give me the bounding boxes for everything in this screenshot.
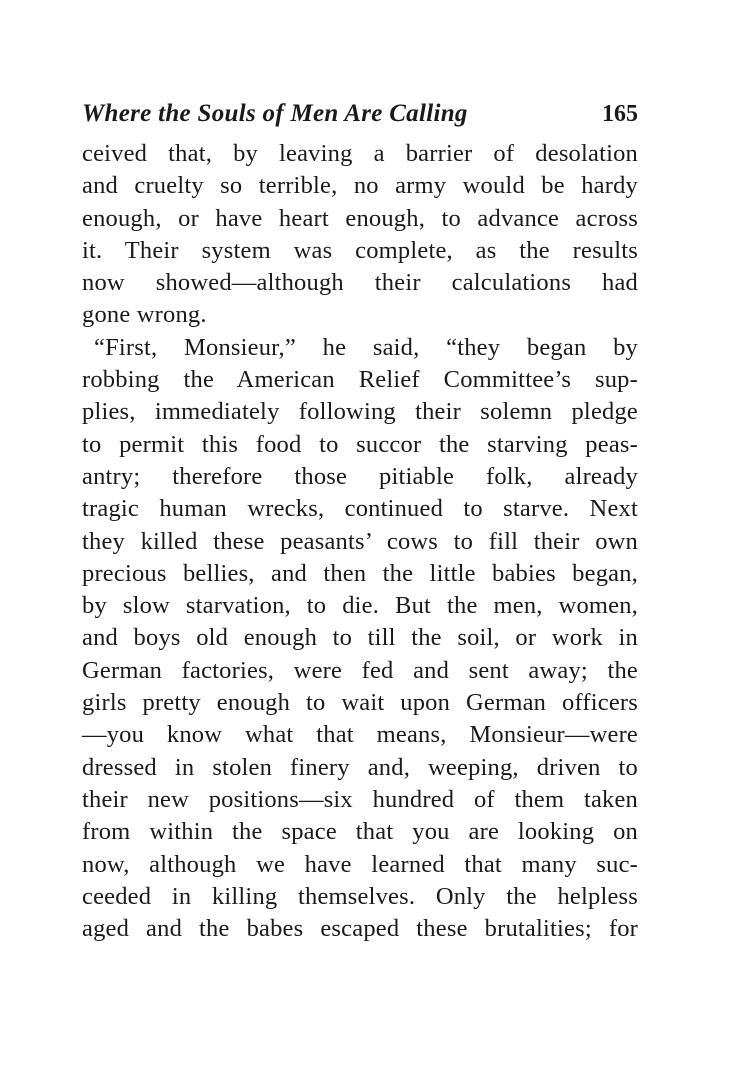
page-body-text — [82, 138, 638, 945]
text-line: and cruelty so terrible, no army would be hardy — [82, 172, 638, 200]
text-line: by slow starvation, to die. But the men, women, — [82, 592, 638, 620]
text-line: German factories, were fed and sent away; the — [82, 656, 638, 684]
text-line: ceeded in killing themselves. Only the helpless — [82, 882, 638, 910]
text-line: to permit this food to succor the starving peas- — [82, 430, 638, 458]
text-line: their new positions—six hundred of them taken — [82, 785, 638, 813]
text-line: aged and the babes escaped these brutalities; for — [82, 915, 638, 943]
text-line: tragic human wrecks, continued to starve. Next — [82, 495, 638, 523]
text-line: gone wrong. — [82, 301, 207, 329]
text-line: “First, Monsieur,” he said, “they began by — [94, 333, 638, 361]
page-number: 165 — [602, 101, 638, 127]
text-line: —you know what that means, Monsieur—were — [82, 721, 638, 749]
text-line: and boys old enough to till the soil, or work in — [82, 624, 638, 652]
running-title: Where the Souls of Men Are Calling — [82, 100, 468, 127]
text-line: ceived that, by leaving a barrier of desolation — [82, 140, 638, 167]
text-line: from within the space that you are looking on — [82, 818, 638, 846]
running-header — [82, 100, 638, 134]
text-line: girls pretty enough to wait upon German officers — [82, 689, 638, 717]
text-line: enough, or have heart enough, to advance across — [82, 204, 638, 232]
text-line: precious bellies, and then the little babies began, — [82, 559, 638, 587]
text-line: now, although we have learned that many suc- — [82, 850, 638, 878]
text-line: dressed in stolen finery and, weeping, driven to — [82, 753, 638, 781]
text-line: they killed these peasants’ cows to fill their own — [82, 527, 638, 555]
text-line: antry; therefore those pitiable folk, already — [82, 462, 638, 490]
text-line: it. Their system was complete, as the results — [82, 236, 638, 264]
text-line: plies, immediately following their solemn pledge — [82, 398, 638, 426]
text-line: robbing the American Relief Committee’s sup- — [82, 366, 638, 394]
text-line: now showed—although their calculations had — [82, 269, 638, 297]
